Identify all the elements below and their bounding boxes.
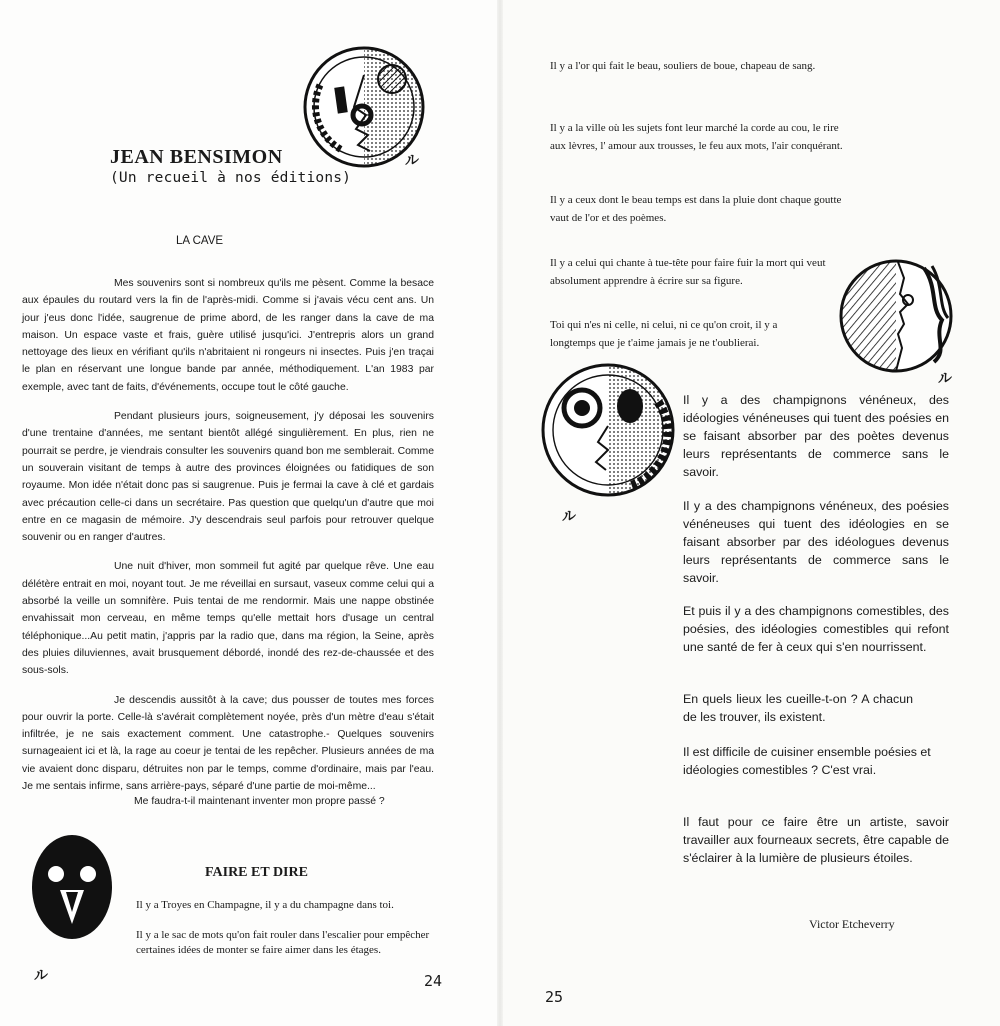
poem-stanza	[683, 690, 913, 726]
story-paragraph: Pendant plusieurs jours, soigneusement, j'y déposai les souvenirs d'une trentaine d'années, me sentant bientôt allégé singulièrement. En plus, rien ne pourrait se perdre, je viendrais consulter les souvenirs quand bon me semblerait. Comme un souverain visitant de temps à autre des provinces éloignées ou fatidiques de son royaume. Mon idée n'était donc pas si saugrenue. Puis je fermai la cave à clé et gardais avec précaution celle-ci dans un secrétaire. Pas question que quelqu'un d'autre que moi entre en ce magasin de mémoire. J'y descendrais seul parfois pour retrouver quelque souvenir ou en ranger d'autres.	[22, 411, 434, 544]
poem-stanza-text: Il est difficile de cuisiner ensemble poésies et idéologies comestibles ? C'est vrai.	[683, 745, 931, 777]
author-subtitle: (Un recueil à nos éditions)	[110, 170, 352, 186]
artist-monogram: ル	[34, 968, 48, 984]
poem-stanza-text: Il faut pour ce faire être un artiste, savoir travailler aux fourneaux secrets, être capable de s'éclairer à la lumière de plusieurs étoiles.	[683, 815, 949, 865]
poem-stanza	[683, 497, 949, 587]
eyes-medallion-illustration	[540, 362, 676, 498]
author-name: JEAN BENSIMON	[110, 146, 283, 168]
poem-stanza	[683, 743, 953, 779]
poem-stanza-text: Et puis il y a des champignons comestibles, des poésies, des idéologies comestibles qui refont une santé de fer à ceux qui s'en nourrissent.	[683, 604, 949, 654]
poem-stanza	[683, 813, 949, 867]
page-number-right: 25	[545, 988, 564, 1006]
poem-stanza-text: Il y a des champignons vénéneux, des poésies vénéneuses qui tuent des idéologies en se faisant absorber par des idéologues devenus leurs représentants de commerce sans le savoir.	[683, 499, 949, 585]
artist-monogram: ル	[938, 371, 952, 387]
poem-stanza-text: En quels lieux les cueille-t-on ? A chacun de les trouver, ils existent.	[683, 692, 913, 724]
poem-stanza: Il y a le sac de mots qu'on fait rouler dans l'escalier pour empêcher certaines idées de monter se faire aimer dans les étages.	[136, 928, 430, 956]
poem-stanza: Toi qui n'es ni celle, ni celui, ni ce qu'on croit, il y a longtemps que je t'aime jamais je ne t'oublierai.	[550, 319, 778, 349]
story-paragraph: Une nuit d'hiver, mon sommeil fut agité par quelque rêve. Une eau délétère entrait en moi, noyant tout. Je me réveillai en sursaut, vaseux comme celui qui a absorbé la veille un somnifère. Puis tentai de me rendormir. Mais une nappe obstinée envahissait mon cerveau, en même temps qu'elle mettait hors d'usage un central téléphonique...Au petit matin, j'appris par la radio que, dans ma région, la Seine, après des pluies diluviennes, avait brusquement débordé, inondé des rez-de-chaussée et des sous-sols.	[22, 561, 434, 677]
story-closing-line: Me faudra-t-il maintenant inventer mon propre passé ?	[134, 796, 385, 808]
book-gutter	[497, 0, 503, 1026]
story-paragraph: Je descendis aussitôt à la cave; dus pousser de toutes mes forces pour ouvrir la porte. Celle-là s'avérait complètement noyée, près d'un mètre d'eau s'était infiltrée, je ne sais exactement comment. Une catastrophe.- Quelques souvenirs surnageaient ici et là, la rage au coeur je tentai de les repêcher. Plusieurs années de ma vie avaient donc disparu, détruites non par le temps, comme d'ordinaire, mais par l'eau. Je me sentais infirme, sans arrière-pays, séparé d'une partie de moi-même...	[22, 694, 434, 793]
story-text	[22, 275, 434, 823]
page-number-left: 24	[424, 972, 443, 990]
poem-author-signature: Victor Etcheverry	[809, 917, 895, 931]
story-title: LA CAVE	[176, 235, 224, 247]
poem-stanza: Il y a l'or qui fait le beau, souliers de boue, chapeau de sang.	[550, 60, 816, 72]
oval-face-illustration	[30, 832, 114, 942]
poem-stanza	[683, 602, 949, 656]
poem-stanza: Il y a Troyes en Champagne, il y a du champagne dans toi.	[136, 899, 394, 911]
poem-stanza: Il y a celui qui chante à tue-tête pour faire fuir la mort qui veut absolument apprendre à écrire sur sa figure.	[550, 257, 826, 287]
poem-opening	[136, 898, 436, 973]
poem-stanza	[683, 391, 949, 481]
artist-monogram: ル	[405, 153, 419, 169]
artist-monogram: ル	[562, 509, 576, 525]
poem-stanza: Il y a la ville où les sujets font leur marché la corde au cou, le rire aux lèvres, l' amour aux trousses, le feu aux mots, l'air conquérant.	[550, 122, 843, 152]
story-paragraph: Mes souvenirs sont si nombreux qu'ils me pèsent. Comme la besace aux épaules du routard vers la fin de l'après-midi. Comme si j'avais vécu cent ans. Un jour j'eus donc l'idée, saugrenue de prime abord, de les ranger dans la cave de ma maison. Un espace vaste et frais, guère utilisé jusqu'ici. J'entrepris alors un grand nettoyage des lieux en vérifiant qu'ils n'abritaient ni rongeurs ni insectes. Puis j'en traçai le plan en réservant une longue bande par année, méthodiquement. L'an 1983 par exemple, avec tant de faits, d'événements, occupe tout le côté gauche.	[22, 278, 434, 393]
poem-stanza: Il y a ceux dont le beau temps est dans la pluie dont chaque goutte vaut de l'or et des poèmes.	[550, 194, 842, 224]
poem-title: FAIRE ET DIRE	[205, 865, 308, 880]
poem-stanza-text: Il y a des champignons vénéneux, des idéologies vénéneuses qui tuent des poésies en se faisant absorber par des poètes devenus leurs représentants de commerce sans le savoir.	[683, 393, 949, 479]
profile-medallion-illustration	[838, 258, 954, 374]
